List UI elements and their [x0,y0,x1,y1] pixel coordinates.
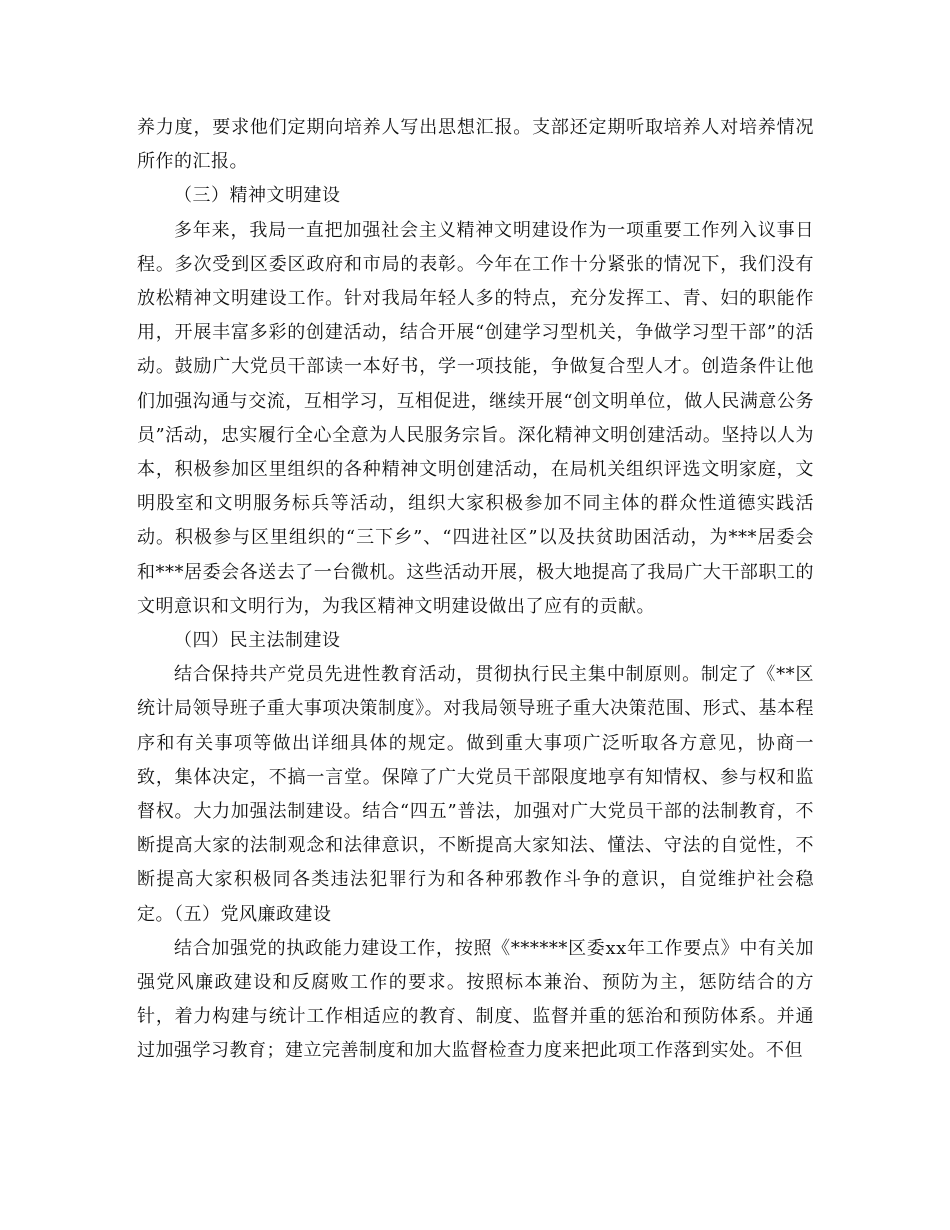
paragraph-party-conduct: 结合加强党的执政能力建设工作，按照《******区委xx年工作要点》中有关加强党风廉政建设和反腐败工作的要求。按照标本兼治、预防为主，惩防结合的方针，着力构建与统计工作相适应的教育、制度、监督并重的惩治和预防体系。并通过加强学习教育；建立完善制度和加大监督检查力度来把此项工作落到实处。不但 [137,937,814,1062]
document-body [137,111,814,1069]
section-heading-democracy-legal: （四）民主法制建设 [174,630,341,652]
section-heading-spiritual-civilization: （三）精神文明建设 [174,185,341,207]
paragraph-democracy-legal: 结合保持共产党员先进性教育活动，贯彻执行民主集中制原则。制定了《**区统计局领导班子重大事项决策制度》。对我局领导班子重大决策范围、形式、基本程序和有关事项等做出详细具体的规定。做到重大事项广泛听取各方意见，协商一致，集体决定，不搞一言堂。保障了广大党员干部限度地享有知情权、参与权和监督权。大力加强法制建设。结合“四五”普法，加强对广大党员干部的法制教育，不断提高大家的法制观念和法律意识，不断提高大家知法、懂法、守法的自觉性，不断提高大家积极同各类违法犯罪行为和各种邪教作斗争的意识，自觉维护社会稳定。（五）党风廉政建设 [137,664,814,925]
paragraph-continuation: 养力度，要求他们定期向培养人写出思想汇报。支部还定期听取培养人对培养情况所作的汇报。 [137,117,814,173]
paragraph-spiritual-civilization: 多年来，我局一直把加强社会主义精神文明建设作为一项重要工作列入议事日程。多次受到区委区政府和市局的表彰。今年在工作十分紧张的情况下，我们没有放松精神文明建设工作。针对我局年轻人多的特点，充分发挥工、青、妇的职能作用，开展丰富多彩的创建活动，结合开展“创建学习型机关，争做学习型干部”的活动。鼓励广大党员干部读一本好书，学一项技能，争做复合型人才。创造条件让他们加强沟通与交流，互相学习，互相促进，继续开展“创文明单位，做人民满意公务员”活动，忠实履行全心全意为人民服务宗旨。深化精神文明创建活动。坚持以人为本，积极参加区里组织的各种精神文明创建活动，在局机关组织评选文明家庭，文明股室和文明服务标兵等活动，组织大家积极参加不同主体的群众性道德实践活动。积极参与区里组织的“三下乡”、“四进社区”以及扶贫助困活动，为***居委会和***居委会各送去了一台微机。这些活动开展，极大地提高了我局广大干部职工的文明意识和文明行为，为我区精神文明建设做出了应有的贡献。 [137,219,814,617]
